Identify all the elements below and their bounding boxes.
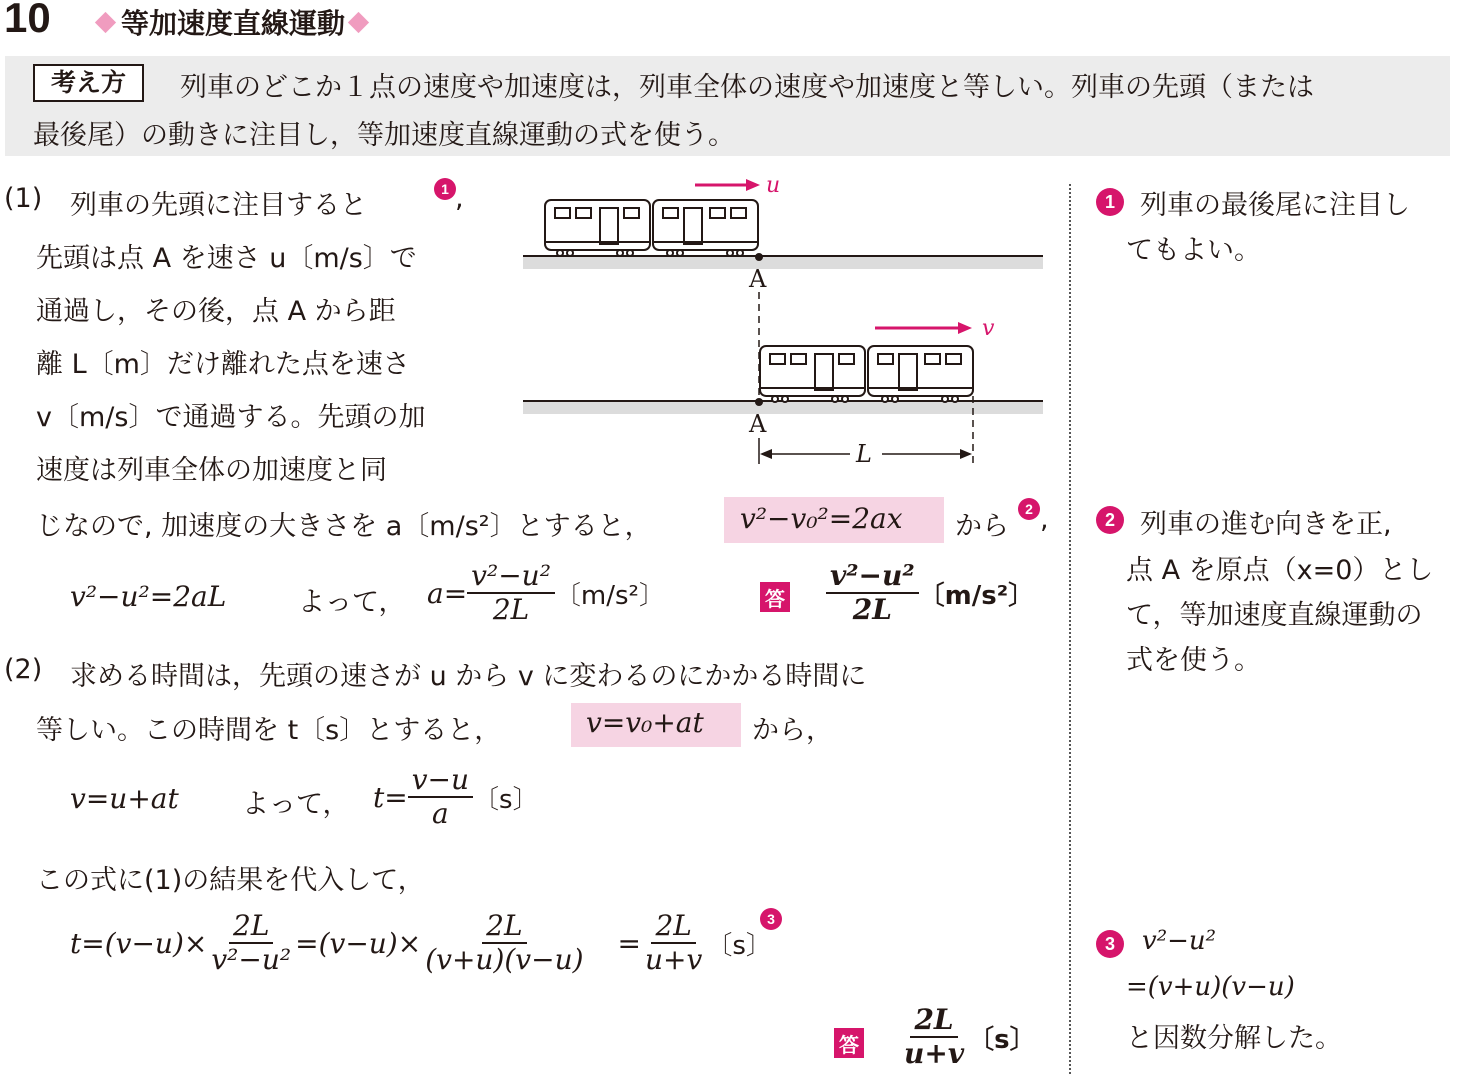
- arrow-head-icon: [958, 322, 972, 334]
- part1-line-3: 通過し，その後，点 A から距: [36, 296, 396, 327]
- big-eq-fraction-3: [641, 910, 706, 976]
- big-eq-part-2: =(v−u)×: [295, 926, 422, 960]
- big-eq-fraction-1: [207, 910, 295, 976]
- eq-t-fraction: [408, 764, 473, 830]
- problem-title: [92, 2, 374, 42]
- track-top: [523, 256, 1043, 269]
- note-badge-3: 3: [1096, 930, 1124, 958]
- big-eq-f1-den: v²−u²: [211, 943, 292, 977]
- eq-t: [373, 764, 539, 830]
- note-3-line-3: と因数分解した。: [1126, 1023, 1342, 1054]
- label-v: v: [982, 316, 995, 341]
- part1-line-1: 列車の先頭に注目すると: [70, 190, 367, 221]
- answer-1-fraction: [826, 560, 919, 626]
- note-2-line-4: 式を使う。: [1126, 645, 1261, 676]
- eq-v2-u2: v²−u²=2aL: [70, 580, 227, 613]
- train-bottom: [760, 346, 973, 402]
- big-eq-f1-num: 2L: [229, 910, 273, 944]
- yotte-2: よって，: [242, 789, 350, 820]
- problem-title-text: 等加速度直線運動: [121, 7, 346, 40]
- note-2-line-1: 列車の進む向きを正,: [1140, 509, 1392, 540]
- part1-line-4: 離 L〔m〕だけ離れた点を速さ: [36, 349, 410, 380]
- note-3-line-2: =(v+u)(v−u): [1126, 972, 1295, 1002]
- part1-line-7: じなので, 加速度の大きさを a〔m/s²〕とすると，: [36, 511, 652, 542]
- point-a-bottom: [755, 398, 763, 406]
- label-u: u: [766, 173, 781, 198]
- answer-1-denominator: 2L: [852, 593, 892, 627]
- note-badge-1: 1: [1096, 188, 1124, 216]
- big-equation: [70, 910, 772, 976]
- diamond-icon: [95, 11, 116, 32]
- eq-v-u-at: v=u+at: [70, 782, 179, 815]
- eq-t-unit: 〔s〕: [473, 784, 539, 815]
- answer-2-unit: 〔s〕: [968, 1024, 1036, 1055]
- answer-2-denominator: u+v: [904, 1037, 965, 1071]
- note-1-line-1: 列車の最後尾に注目し: [1140, 190, 1410, 221]
- formula-2: v=v₀+at: [586, 706, 704, 739]
- eq-a-numerator: v²−u²: [467, 560, 555, 594]
- part2-number: (2): [4, 654, 43, 685]
- yotte-1: よって，: [298, 587, 406, 618]
- answer-2-fraction: [900, 1004, 968, 1070]
- label-a-bottom: A: [749, 410, 767, 438]
- big-eq-f2-num: 2L: [482, 910, 526, 944]
- answer-1-numerator: v²−u²: [826, 560, 919, 594]
- big-eq-fraction-2: [421, 910, 587, 976]
- train-top: [545, 200, 758, 256]
- part2-line-2: 等しい。この時間を t〔s〕とすると，: [36, 715, 502, 746]
- problem-number: 10: [4, 0, 51, 41]
- big-eq-unit: 〔s〕: [706, 930, 772, 961]
- note-marker-2: 2: [1018, 498, 1040, 520]
- part1-kara: から: [955, 511, 1009, 542]
- part2-line-1: 求める時間は，先頭の速さが u から v に変わるのにかかる時間に: [70, 661, 867, 692]
- answer-1: [826, 560, 1034, 626]
- diamond-icon: [348, 11, 369, 32]
- answer-1-unit: 〔m/s²〕: [918, 580, 1035, 611]
- answer-2-numerator: 2L: [910, 1004, 957, 1038]
- big-eq-f2-den: (v+u)(v−u): [425, 943, 584, 977]
- point-a-top: [755, 253, 763, 261]
- big-eq-equals: =: [617, 926, 641, 960]
- eq-a-fraction: [467, 560, 555, 626]
- eq-t-numerator: v−u: [408, 764, 473, 798]
- thinking-line-2: 最後尾）の動きに注目し，等加速度直線運動の式を使う。: [33, 120, 735, 151]
- eq-t-denominator: a: [432, 797, 449, 831]
- note-3-line-1: v²−u²: [1142, 926, 1217, 956]
- eq-a: [427, 560, 665, 626]
- substitute-line: この式に(1)の結果を代入して，: [36, 865, 425, 896]
- answer-2: [900, 1004, 1036, 1070]
- note-2-line-2: 点 A を原点（x=0）とし: [1126, 555, 1434, 586]
- eq-a-lhs: a=: [427, 576, 468, 610]
- thinking-label: 考え方: [33, 64, 144, 102]
- note-marker-1: 1: [434, 178, 456, 200]
- arrow-head-icon: [760, 449, 772, 459]
- arrow-head-icon: [960, 449, 972, 459]
- train-figure: [520, 170, 1050, 470]
- part1-line-6: 速度は列車全体の加速度と同: [36, 455, 387, 486]
- note-1-line-2: てもよい。: [1126, 235, 1261, 266]
- eq-a-denominator: 2L: [492, 593, 530, 627]
- big-eq-f3-den: u+v: [645, 943, 703, 977]
- big-eq-f3-num: 2L: [651, 910, 695, 944]
- big-eq-part-1: t=(v−u)×: [70, 926, 208, 960]
- part2-kara: から，: [752, 715, 833, 746]
- note-2-line-3: て，等加速度直線運動の: [1126, 600, 1423, 631]
- part1-line-5: v〔m/s〕で通過する。先頭の加: [36, 402, 426, 433]
- label-a-top: A: [749, 265, 767, 293]
- note-badge-2: 2: [1096, 506, 1124, 534]
- eq-t-lhs: t=: [373, 780, 408, 814]
- track-bottom: [523, 401, 1043, 414]
- label-l: L: [856, 440, 872, 468]
- side-divider: [1069, 184, 1071, 1074]
- thinking-line-1: 列車のどこか１点の速度や加速度は，列車全体の速度や加速度と等しい。列車の先頭（または: [180, 72, 1314, 103]
- eq-a-unit: 〔m/s²〕: [554, 580, 665, 611]
- part1-number: (1): [4, 183, 43, 214]
- answer-mark-2: 答: [834, 1028, 864, 1058]
- formula-1: v²−v₀²=2ax: [740, 502, 903, 535]
- note-marker-3: 3: [760, 908, 782, 930]
- part1-comma-2: ,: [1040, 504, 1049, 535]
- part1-line-2: 先頭は点 A を速さ u〔m/s〕で: [36, 243, 417, 274]
- arrow-head-icon: [746, 179, 760, 191]
- answer-mark-1: 答: [760, 582, 790, 612]
- part1-comma: ,: [455, 183, 464, 214]
